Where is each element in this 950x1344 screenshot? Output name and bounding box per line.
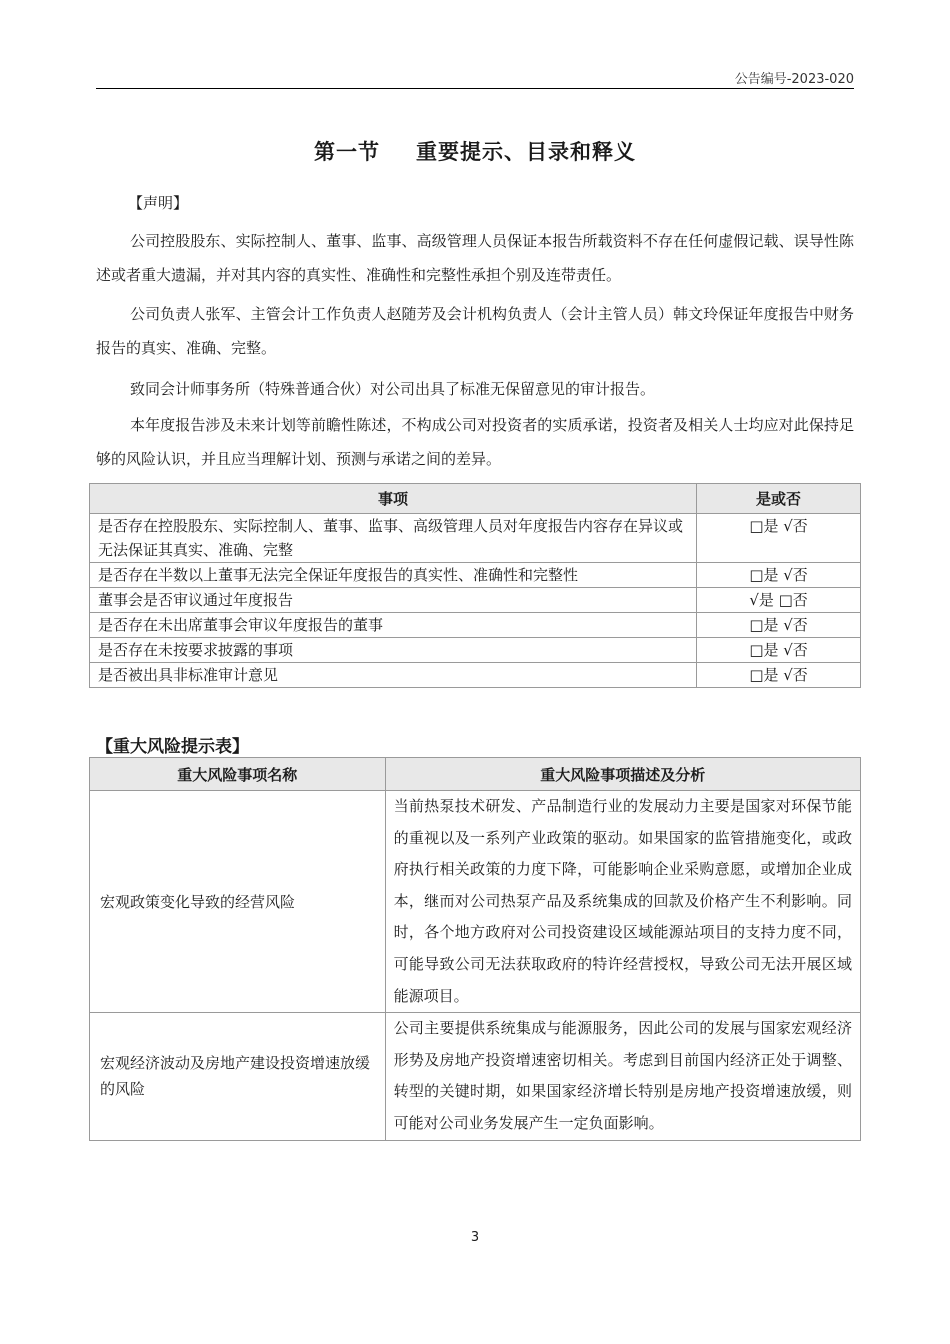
matter-cell: 是否存在未出席董事会审议年度报告的董事 — [90, 613, 697, 638]
table-row — [90, 791, 861, 1013]
header-divider — [96, 88, 854, 89]
section-title — [0, 136, 950, 166]
answer-cell: √是 □否 — [697, 588, 861, 613]
matter-cell: 是否被出具非标准审计意见 — [90, 663, 697, 688]
risk-description-cell: 当前热泵技术研发、产品制造行业的发展动力主要是国家对环保节能的重视以及一系列产业政策的驱动。如果国家的监管措施变化，或政府执行相关政策的力度下降，可能影响企业采购意愿，或增加企业成本，继而对公司热泵产品及系统集成的回款及价格产生不利影响。同时，各个地方政府对公司投资建设区域能源站项目的支持力度不同，可能导致公司无法获取政府的特许经营授权，导致公司无法开展区域能源项目。 — [385, 791, 860, 1013]
risk-description-cell: 公司主要提供系统集成与能源服务，因此公司的发展与国家宏观经济形势及房地产投资增速密切相关。考虑到目前国内经济正处于调整、转型的关键时期，如果国家经济增长特别是房地产投资增速放缓，则可能对公司业务发展产生一定负面影响。 — [385, 1013, 860, 1140]
declaration-paragraph: 致同会计师事务所（特殊普通合伙）对公司出具了标准无保留意见的审计报告。 — [130, 380, 656, 398]
section-number: 第一节 — [314, 140, 380, 164]
risk-table-label: 【重大风险提示表】 — [96, 737, 249, 757]
matter-cell: 是否存在未按要求披露的事项 — [90, 638, 697, 663]
column-header-risk-description: 重大风险事项描述及分析 — [385, 758, 860, 791]
column-header-yes-no: 是或否 — [697, 484, 861, 514]
table-row — [90, 663, 861, 688]
page-number: 3 — [470, 1230, 480, 1245]
table-row — [90, 638, 861, 663]
column-header-matter: 事项 — [90, 484, 697, 514]
table-row — [90, 613, 861, 638]
answer-cell: □是 √否 — [697, 638, 861, 663]
table-row — [90, 1013, 861, 1140]
answer-cell: □是 √否 — [697, 663, 861, 688]
declaration-paragraph: 本年度报告涉及未来计划等前瞻性陈述，不构成公司对投资者的实质承诺，投资者及相关人士均应对此保持足够的风险认识，并且应当理解计划、预测与承诺之间的差异。 — [96, 416, 854, 468]
matter-cell: 董事会是否审议通过年度报告 — [90, 588, 697, 613]
declaration-paragraph: 公司控股股东、实际控制人、董事、监事、高级管理人员保证本报告所载资料不存在任何虚假记载、误导性陈述或者重大遗漏，并对其内容的真实性、准确性和完整性承担个别及连带责任。 — [96, 232, 854, 284]
declaration-paragraph: 公司负责人张军、主管会计工作负责人赵随芳及会计机构负责人（会计主管人员）韩文玲保证年度报告中财务报告的真实、准确、完整。 — [96, 305, 854, 357]
document-number: 公告编号-2023-020 — [734, 72, 854, 87]
declaration-label: 【声明】 — [128, 194, 189, 212]
matters-table — [89, 483, 861, 688]
section-heading: 重要提示、目录和释义 — [416, 140, 636, 164]
risk-table — [89, 757, 861, 1141]
matter-cell: 是否存在半数以上董事无法完全保证年度报告的真实性、准确性和完整性 — [90, 563, 697, 588]
answer-cell: □是 √否 — [697, 613, 861, 638]
risk-name-cell: 宏观政策变化导致的经营风险 — [90, 791, 386, 1013]
answer-cell: □是 √否 — [697, 514, 861, 563]
answer-cell: □是 √否 — [697, 563, 861, 588]
table-row — [90, 563, 861, 588]
risk-name-cell: 宏观经济波动及房地产建设投资增速放缓的风险 — [90, 1013, 386, 1140]
table-header-row — [90, 758, 861, 791]
table-header-row — [90, 484, 861, 514]
table-row — [90, 588, 861, 613]
column-header-risk-name: 重大风险事项名称 — [90, 758, 386, 791]
table-row — [90, 514, 861, 563]
matter-cell: 是否存在控股股东、实际控制人、董事、监事、高级管理人员对年度报告内容存在异议或无法保证其真实、准确、完整 — [90, 514, 697, 563]
